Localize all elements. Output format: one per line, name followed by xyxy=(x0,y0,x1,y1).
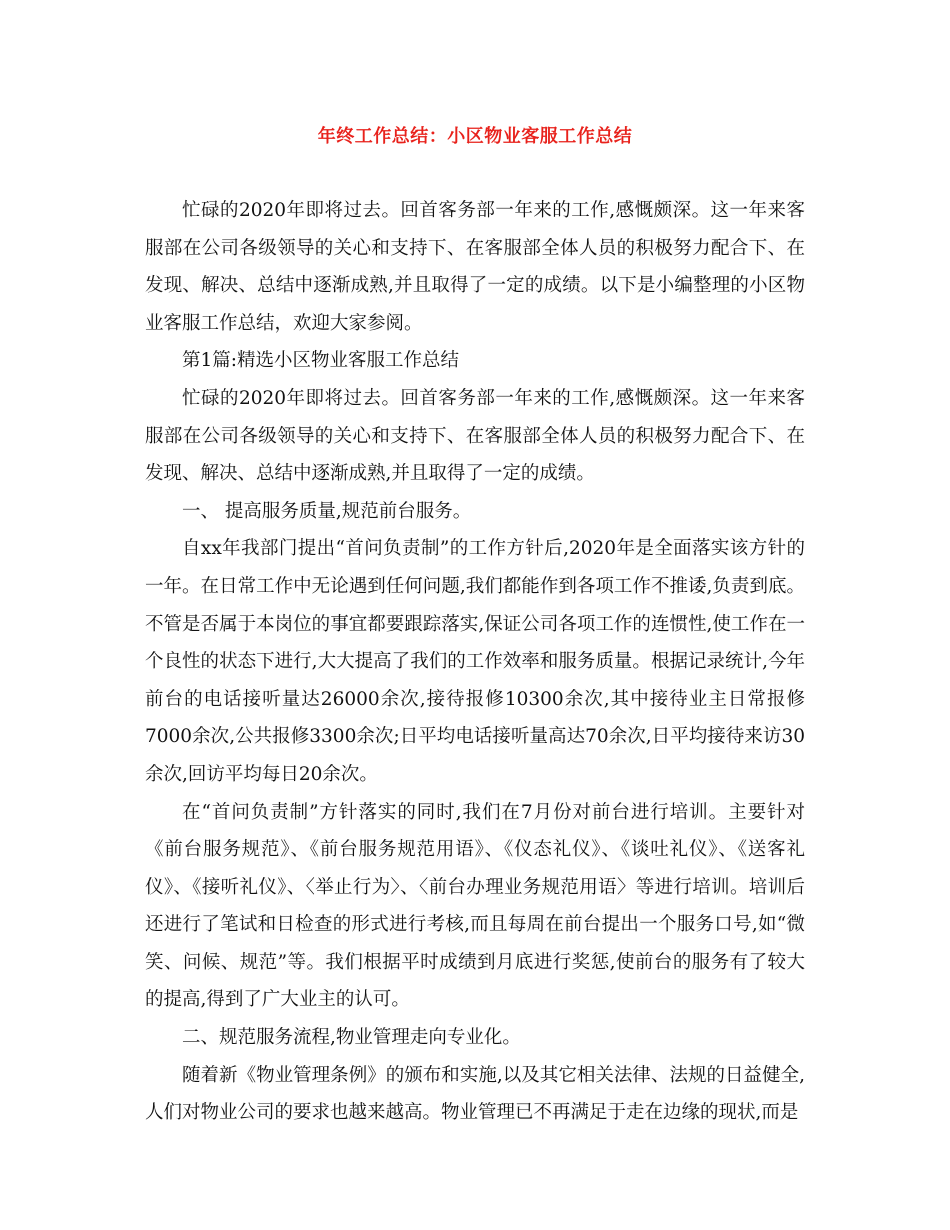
document-body xyxy=(145,192,805,1132)
paragraph-opening: 忙碌的2020年即将过去。回首客务部一年来的工作,感慨颇深。这一年来客服部在公司各级领导的关心和支持下、在客服部全体人员的积极努力配合下、在发现、解决、总结中逐渐成熟,并且取得了一定的成绩。 xyxy=(145,387,805,485)
paragraph-regulations: 随着新《物业管理条例》的颁布和实施,以及其它相关法律、法规的日益健全,人们对物业公司的要求也越来越高。物业管理已不再满足于走在边缘的现状,而是 xyxy=(145,1064,805,1124)
section-heading-1: 一、 提高服务质量,规范前台服务。 xyxy=(182,500,472,522)
document-title: 年终工作总结：小区物业客服工作总结 xyxy=(317,126,633,147)
paragraph-intro: 忙碌的2020年即将过去。回首客务部一年来的工作,感慨颇深。这一年来客服部在公司各级领导的关心和支持下、在客服部全体人员的积极努力配合下、在发现、解决、总结中逐渐成熟,并且取得了一定的成绩。以下是小编整理的小区物业客服工作总结，欢迎大家参阅。 xyxy=(145,200,805,334)
paragraph-first-question-policy: 自xx年我部门提出“首问负责制”的工作方针后,2020年是全面落实该方针的一年。在日常工作中无论遇到任何问题,我们都能作到各项工作不推诿,负责到底。不管是否属于本岗位的事宜都要跟踪落实,保证公司各项工作的连惯性,使工作在一个良性的状态下进行,大大提高了我们的工作效率和服务质量。根据记录统计,今年前台的电话接听量达26000余次,接待报修10300余次,其中接待业主日常报修7000余次,公共报修3300余次;日平均电话接听量高达70余次,日平均接待来访30余次,回访平均每日20余次。 xyxy=(145,538,805,785)
section-heading-2: 二、规范服务流程,物业管理走向专业化。 xyxy=(182,1027,521,1049)
paragraph-training: 在“首问负责制”方针落实的同时,我们在7月份对前台进行培训。主要针对《前台服务规范》、《前台服务规范用语》、《仪态礼仪》、《谈吐礼仪》、《送客礼仪》、《接听礼仪》、〈举止行为〉、〈前台办理业务规范用语〉等进行培训。培训后还进行了笔试和日检查的形式进行考核,而且每周在前台提出一个服务口号,如“微笑、问候、规范”等。我们根据平时成绩到月底进行奖惩,使前台的服务有了较大的提高,得到了广大业主的认可。 xyxy=(145,801,805,1011)
section-heading-article-1: 第1篇:精选小区物业客服工作总结 xyxy=(182,350,460,372)
